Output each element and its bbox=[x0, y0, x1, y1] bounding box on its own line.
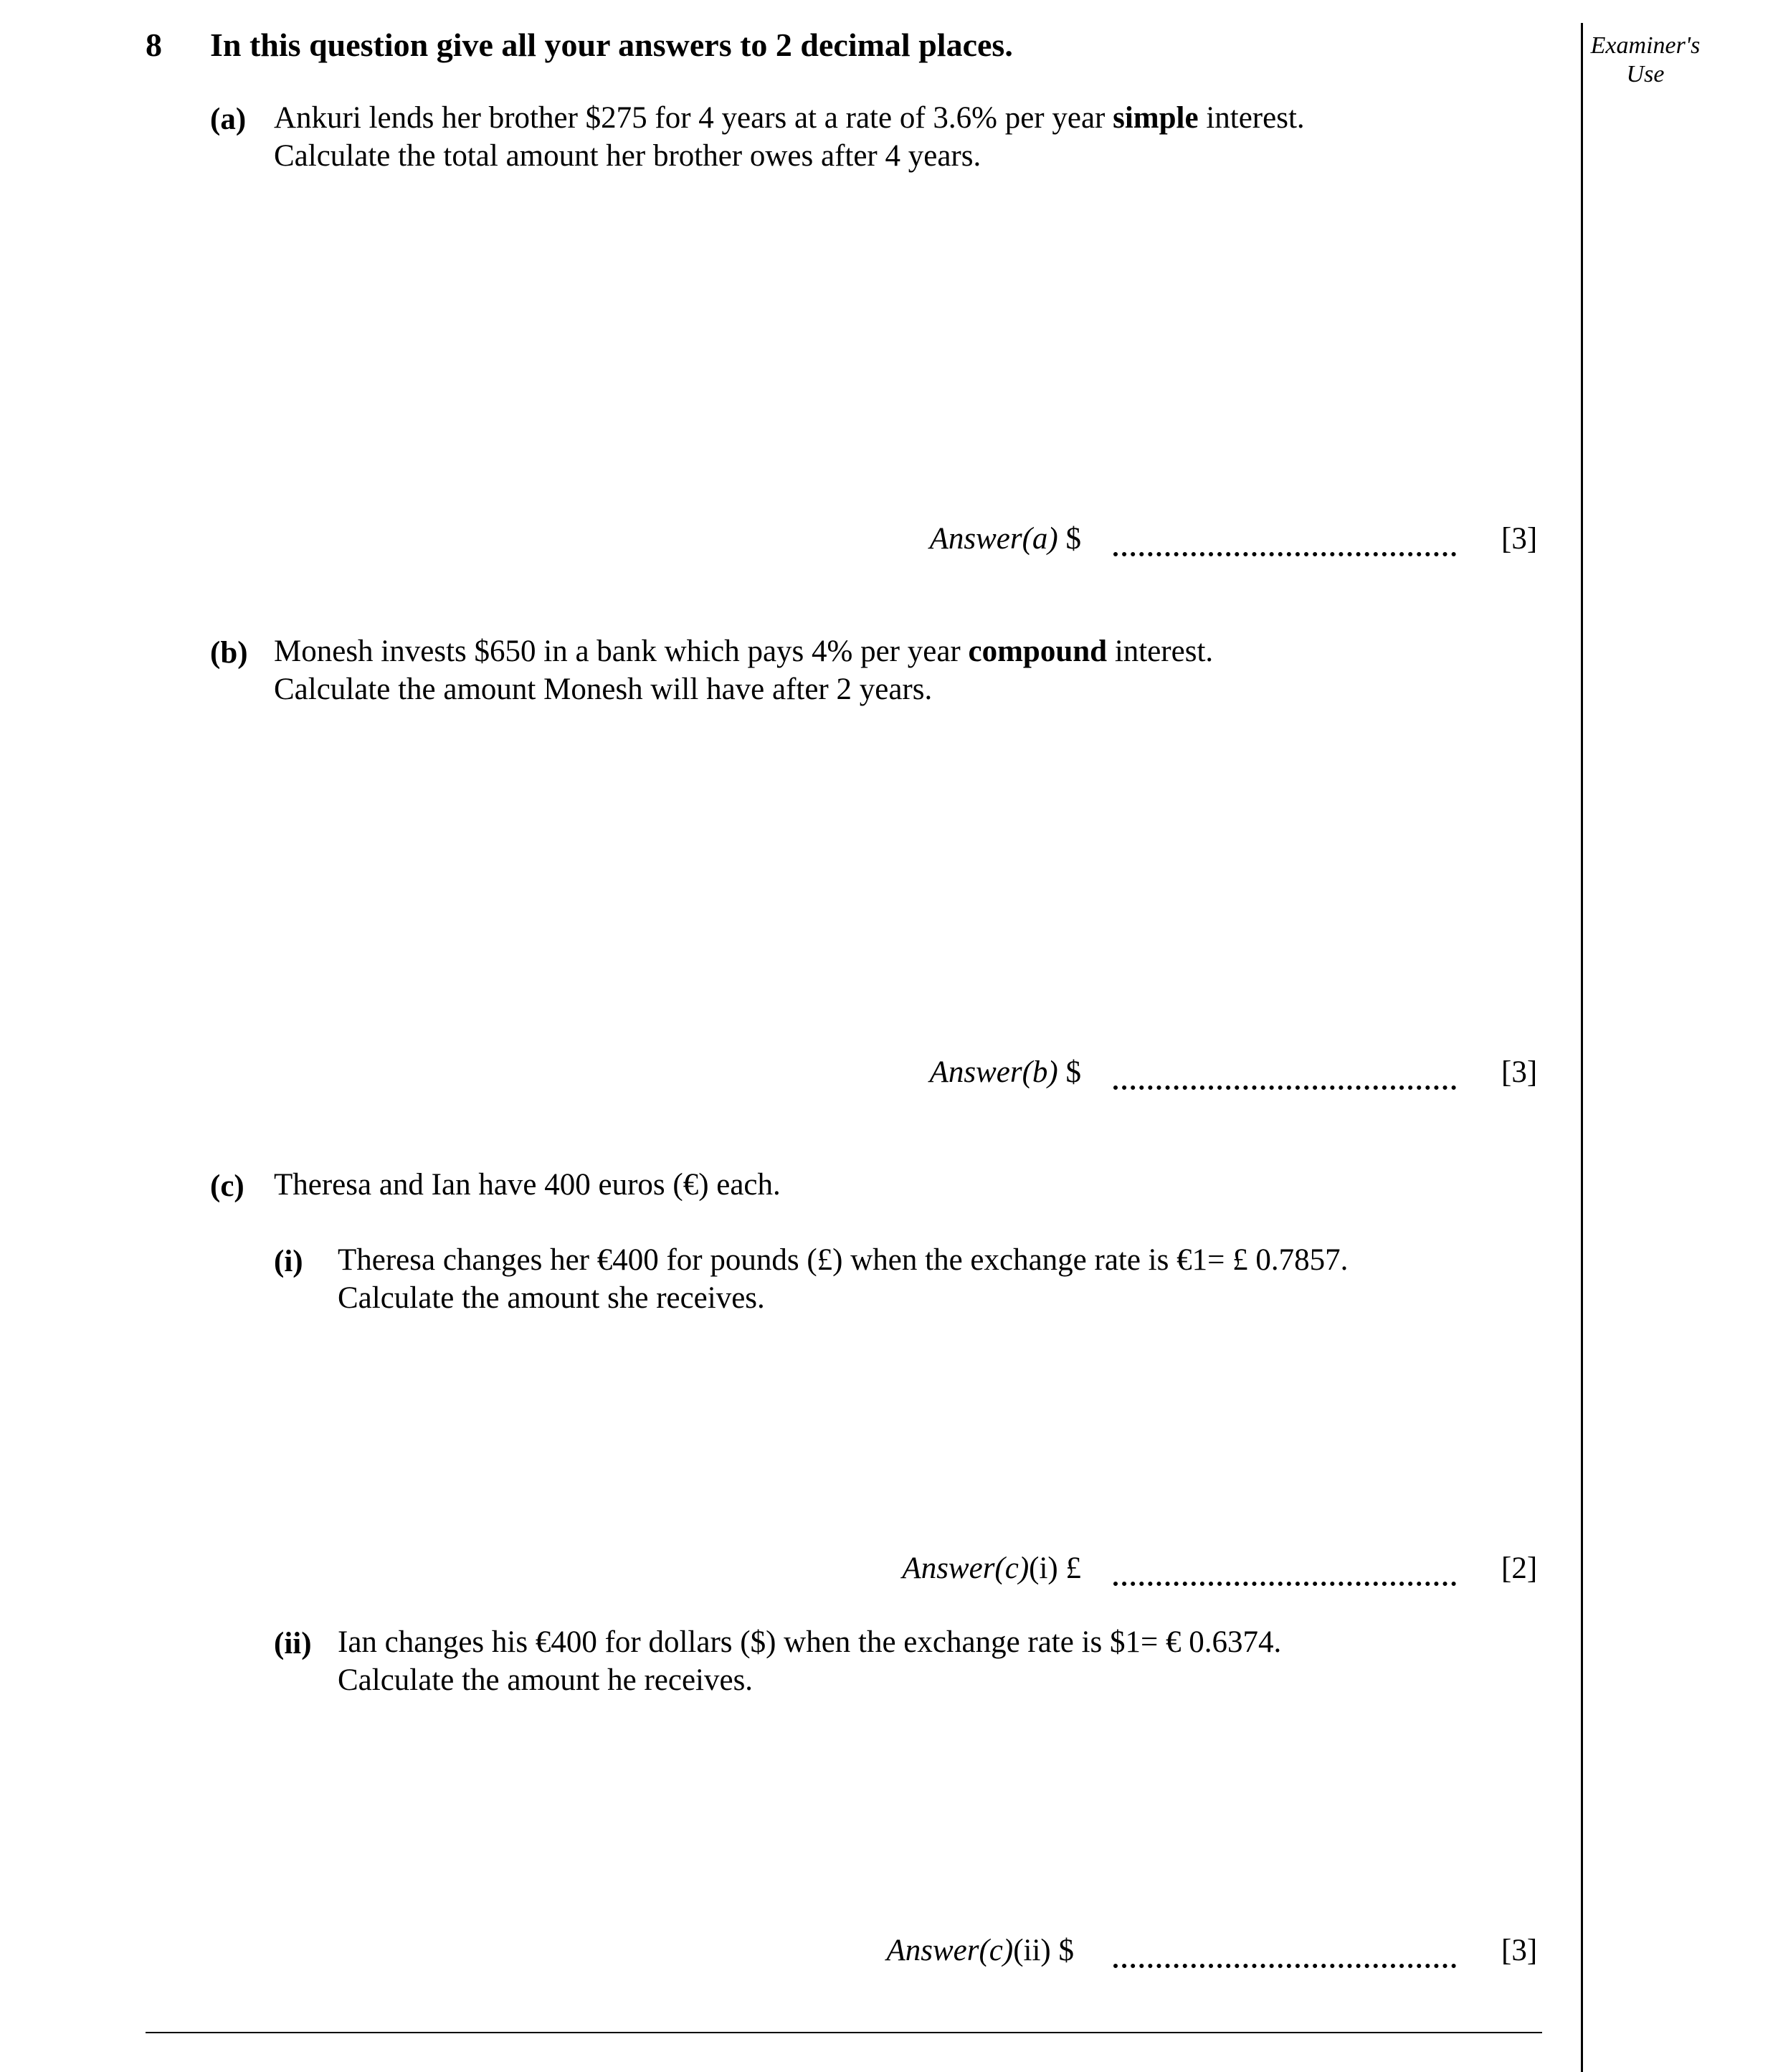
part-c-i-line1: Theresa changes her €400 for pounds (£) when the exchange rate is €1= £ 0.7857. bbox=[338, 1243, 1349, 1277]
part-b-label: (b) bbox=[210, 636, 248, 670]
part-b-marks: [3] bbox=[1501, 1055, 1538, 1089]
part-a-label: (a) bbox=[210, 103, 247, 136]
part-b-keyword: compound bbox=[968, 635, 1108, 668]
part-c-ii-line2: Calculate the amount he receives. bbox=[338, 1663, 753, 1697]
part-c-ii-marks: [3] bbox=[1501, 1934, 1538, 1967]
part-c-ii-line1: Ian changes his €400 for dollars ($) when the exchange rate is $1= € 0.6374. bbox=[338, 1625, 1282, 1659]
page-bottom-rule bbox=[146, 2032, 1542, 2033]
part-a-line2: Calculate the total amount her brother owes after 4 years. bbox=[274, 139, 981, 173]
answer-a-label: Answer(a) $ bbox=[929, 522, 1081, 556]
answer-c-i-field[interactable] bbox=[1113, 1582, 1456, 1586]
part-c-text: Theresa and Ian have 400 euros (€) each. bbox=[274, 1168, 781, 1202]
answer-c-i-label: Answer(c)(i) £ bbox=[902, 1551, 1081, 1585]
answer-c-ii-label: Answer(c)(ii) $ bbox=[886, 1934, 1074, 1967]
answer-c-ii-field[interactable] bbox=[1113, 1964, 1456, 1968]
part-c-i-label: (i) bbox=[274, 1245, 303, 1278]
question-instruction: In this question give all your answers to 2 decimal places. bbox=[210, 27, 1013, 63]
examiner-margin-line bbox=[1581, 23, 1583, 2072]
part-a-line1: Ankuri lends her brother $275 for 4 years at a rate of 3.6% per year simple interest. bbox=[274, 101, 1305, 135]
answer-b-label: Answer(b) $ bbox=[929, 1055, 1081, 1089]
part-a-keyword: simple bbox=[1113, 101, 1199, 135]
part-c-i-line2: Calculate the amount she receives. bbox=[338, 1281, 765, 1315]
examiners-use-label: Examiner's Use bbox=[1590, 32, 1701, 87]
part-b-line2: Calculate the amount Monesh will have after 2 years. bbox=[274, 673, 933, 706]
answer-b-field[interactable] bbox=[1113, 1085, 1456, 1090]
part-c-label: (c) bbox=[210, 1169, 244, 1203]
answer-a-field[interactable] bbox=[1113, 552, 1456, 556]
part-b-line1: Monesh invests $650 in a bank which pays 4% per year compound interest. bbox=[274, 635, 1214, 668]
part-c-ii-label: (ii) bbox=[274, 1627, 312, 1660]
question-number: 8 bbox=[146, 27, 162, 63]
part-c-i-marks: [2] bbox=[1501, 1551, 1538, 1585]
part-a-marks: [3] bbox=[1501, 522, 1538, 556]
